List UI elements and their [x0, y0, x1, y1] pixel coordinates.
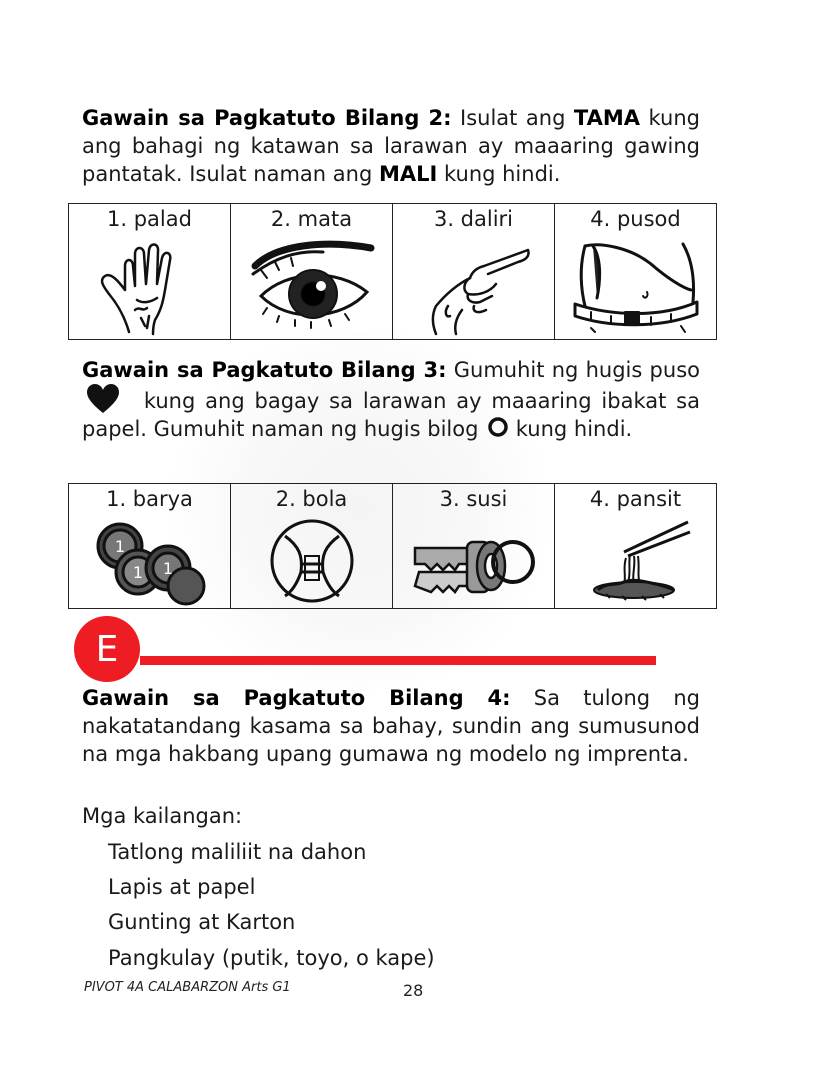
- heart-icon: [86, 384, 120, 414]
- cell-label: 4. pusod: [590, 207, 681, 231]
- cell-label: 2. mata: [270, 207, 353, 231]
- activity2-picture-table: [68, 203, 717, 340]
- svg-text:1: 1: [114, 537, 125, 556]
- material-item: Pangkulay (putik, toyo, o kape): [108, 946, 435, 970]
- cell-label: 1. barya: [106, 487, 193, 511]
- cell-label: 1. palad: [107, 207, 192, 231]
- section-e-marker: E: [74, 616, 140, 682]
- section-divider-bar: [140, 656, 656, 665]
- activity2-cell-mata: [231, 204, 393, 339]
- activity3-cell-susi: [393, 484, 555, 608]
- activity2-instructions: Gawain sa Pagkatuto Bilang 2: Isulat ang TAMA kung ang bahagi ng katawan sa larawan ay maaaring gawing pantatak. Isulat naman ang MALI kung hindi.: [82, 106, 700, 186]
- activity4-instructions: Gawain sa Pagkatuto Bilang 4: Sa tulong ng nakatatandang kasama sa bahay, sundin ang sumusunod na mga hakbang upang gumawa ng modelo ng imprenta.: [82, 686, 701, 766]
- coins-icon: [90, 516, 210, 606]
- cell-label: 3. susi: [439, 487, 508, 511]
- ball-icon: [267, 516, 357, 606]
- materials-heading: Mga kailangan:: [82, 804, 243, 828]
- svg-text:1: 1: [132, 563, 143, 582]
- activity2-cell-pusod: [555, 204, 716, 339]
- activity3-cell-bola: [231, 484, 393, 608]
- activity3-title: Gawain sa Pagkatuto Bilang 3:: [82, 358, 447, 382]
- finger-icon: [414, 240, 534, 336]
- keys-icon: [409, 522, 539, 602]
- eye-icon: [247, 238, 377, 334]
- noodles-icon: [576, 516, 696, 602]
- activity2-cell-palad: [69, 204, 231, 339]
- mali-keyword: MALI: [378, 162, 438, 186]
- material-item: Lapis at papel: [108, 875, 256, 899]
- activity4-title: Gawain sa Pagkatuto Bilang 4:: [82, 686, 511, 710]
- navel-icon: [571, 238, 701, 338]
- activity2-cell-daliri: [393, 204, 555, 339]
- tama-keyword: TAMA: [573, 106, 641, 130]
- material-item: Gunting at Karton: [108, 910, 296, 934]
- material-item: Tatlong maliliit na dahon: [108, 840, 367, 864]
- circle-icon: [487, 416, 509, 438]
- activity3-instructions: Gawain sa Pagkatuto Bilang 3: Gumuhit ng hugis puso kung ang bagay sa larawan ay maaaring ibakat sa papel. Gumuhit naman ng hugis bilog kung hindi.: [82, 358, 700, 441]
- cell-label: 2. bola: [275, 487, 348, 511]
- cell-label: 3. daliri: [433, 207, 514, 231]
- svg-text:1: 1: [162, 559, 173, 578]
- activity2-title: Gawain sa Pagkatuto Bilang 2:: [82, 106, 452, 130]
- palm-icon: [95, 240, 205, 336]
- activity3-picture-table: [68, 483, 717, 609]
- cell-label: 4. pansit: [589, 487, 682, 511]
- activity3-cell-barya: [69, 484, 231, 608]
- activity3-cell-pansit: [555, 484, 716, 608]
- footer-series: PIVOT 4A CALABARZON Arts G1: [84, 980, 291, 995]
- page-number: 28: [403, 981, 424, 1000]
